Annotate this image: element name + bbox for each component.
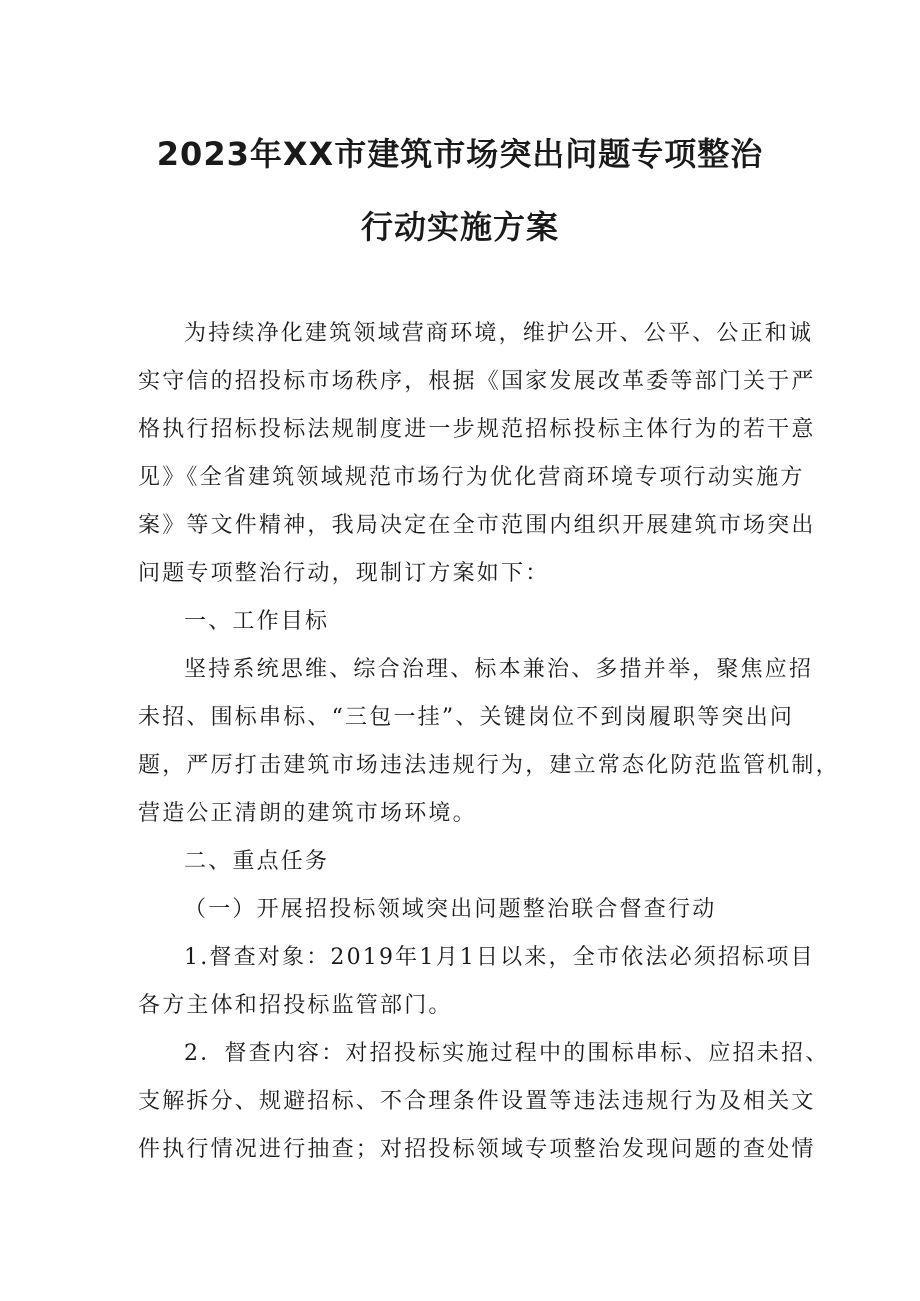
paragraph-line: 见》《全省建筑领域规范市场行为优化营商环境专项行动实施方 — [138, 465, 805, 490]
paragraph-line: 支解拆分、规避招标、不合理条件设置等违法违规行为及相关文 — [138, 1089, 816, 1114]
section-heading: 二、重点任务 — [184, 849, 330, 874]
document-body — [138, 310, 840, 1174]
paragraph-line: 实守信的招投标市场秩序，根据《国家发展改革委等部门关于严 — [138, 369, 816, 394]
paragraph-line: 问题专项整治行动，现制订方案如下： — [138, 561, 550, 586]
paragraph-line: 为持续净化建筑领域营商环境，维护公开、公平、公正和诚 — [184, 321, 814, 346]
section-heading: 一、工作目标 — [184, 609, 330, 634]
subsection-heading: （一）开展招投标领域突出问题整治联合督查行动 — [184, 897, 717, 922]
paragraph-line: 各方主体和招投标监管部门。 — [138, 993, 453, 1018]
paragraph-line: 题，严厉打击建筑市场违法违规行为，建立常态化防范监管机制， — [138, 753, 840, 778]
paragraph-line: 坚持系统思维、综合治理、标本兼治、多措并举，聚焦应招 — [184, 657, 814, 682]
paragraph-line: 2．督查内容：对招投标实施过程中的围标串标、应招未招、 — [184, 1041, 830, 1066]
paragraph-line: 格执行招标投标法规制度进一步规范招标投标主体行为的若干意 — [138, 417, 816, 442]
paragraph-line: 件执行情况进行抽查；对招投标领域专项整治发现问题的查处情 — [138, 1137, 816, 1162]
paragraph-line: 1.督查对象：2019年1月1日以来，全市依法必须招标项目 — [184, 945, 815, 970]
paragraph-line: 案》等文件精神，我局决定在全市范围内组织开展建筑市场突出 — [138, 513, 816, 538]
paragraph-line: 营造公正清朗的建筑市场环境。 — [138, 801, 477, 826]
document-title-line-1: 2023年XX市建筑市场突出问题专项整治 — [156, 135, 764, 173]
document-title-line-2: 行动实施方案 — [360, 208, 559, 246]
paragraph-line: 未招、围标串标、“三包一挂”、关键岗位不到岗履职等突出问 — [138, 705, 795, 730]
